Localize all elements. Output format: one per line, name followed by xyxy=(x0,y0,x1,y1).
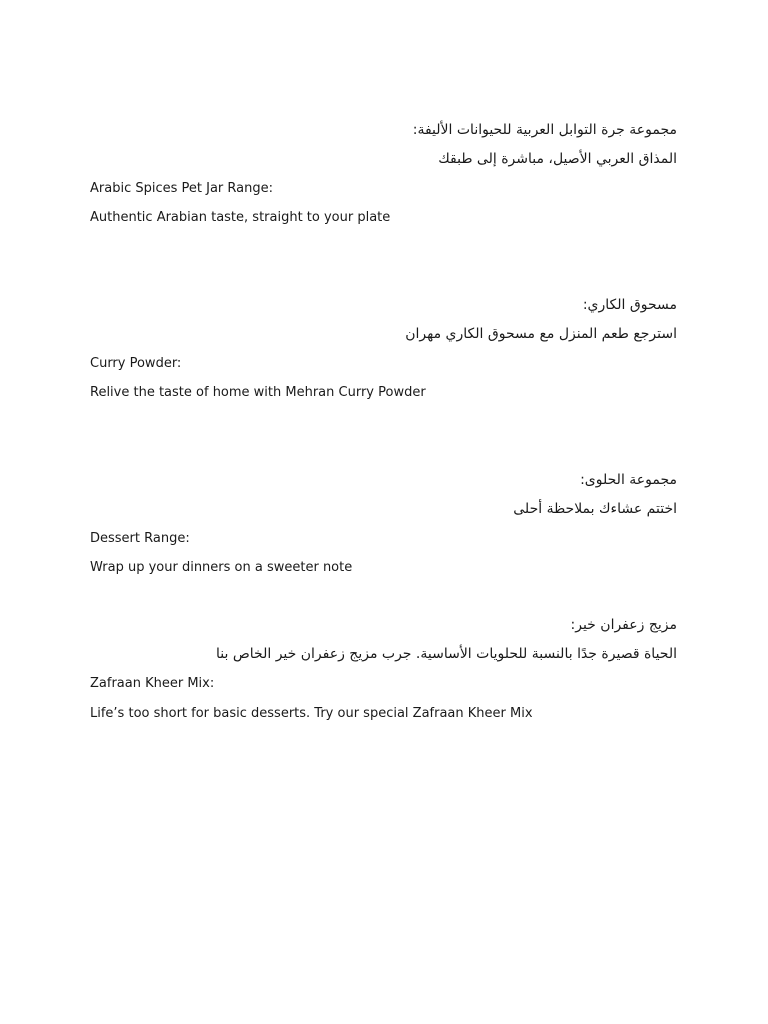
section-3-english-heading: Dessert Range: xyxy=(90,531,190,546)
section-2-arabic-tagline: استرجع طعم المنزل مع مسحوق الكاري مهران xyxy=(405,326,677,342)
section-4-arabic-heading: مزيج زعفران خير: xyxy=(570,617,677,633)
section-2-english-tagline: Relive the taste of home with Mehran Curry Powder xyxy=(90,385,426,400)
section-1-english-tagline: Authentic Arabian taste, straight to your plate xyxy=(90,210,391,225)
section-3-english-tagline: Wrap up your dinners on a sweeter note xyxy=(90,560,353,575)
section-4-english-tagline: Life’s too short for basic desserts. Try our special Zafraan Kheer Mix xyxy=(90,706,533,721)
section-3-arabic-tagline: اختتم عشاءك بملاحظة أحلى xyxy=(513,501,677,517)
section-4-english-heading: Zafraan Kheer Mix: xyxy=(90,676,215,691)
section-4-arabic-tagline: الحياة قصيرة جدًا بالنسبة للحلويات الأساسية. جرب مزيج زعفران خير الخاص بنا xyxy=(216,646,677,662)
section-2-arabic-heading: مسحوق الكاري: xyxy=(582,297,677,313)
section-3-arabic-heading: مجموعة الحلوى: xyxy=(580,472,677,488)
section-1-arabic-tagline: المذاق العربي الأصيل، مباشرة إلى طبقك xyxy=(438,151,677,167)
section-2-english-heading: Curry Powder: xyxy=(90,356,182,371)
section-1-english-heading: Arabic Spices Pet Jar Range: xyxy=(90,181,273,196)
section-1-arabic-heading: مجموعة جرة التوابل العربية للحيوانات الأليفة: xyxy=(412,122,677,138)
